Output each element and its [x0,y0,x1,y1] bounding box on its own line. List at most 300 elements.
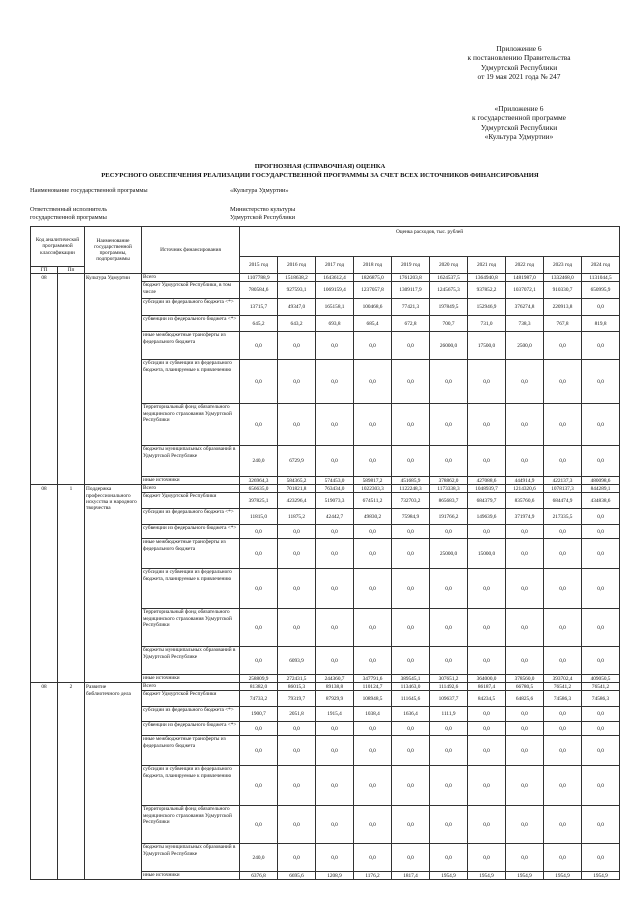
amount-cell: 0,0 [240,722,278,736]
amount-cell: 0,0 [544,569,582,609]
amount-cell: 111492,6 [430,683,468,691]
funding-source: субсидии из федерального бюджета <*> [142,509,240,525]
amount-cell: 0,0 [582,707,620,722]
amount-cell: 74586,3 [544,691,582,707]
amount-cell: 0,0 [240,569,278,609]
amount-cell: 0,0 [316,736,354,766]
attachment-line: Приложение 6 [496,44,542,53]
amount-cell: 0,0 [316,766,354,806]
amount-cell: 0,0 [316,360,354,404]
amount-cell: 0,0 [582,404,620,446]
amount-cell: 49830,2 [354,509,392,525]
amount-cell: 378560,0 [506,675,544,683]
amount-cell: 0,0 [582,360,620,404]
amount-cell: 0,0 [392,360,430,404]
amount-cell: 672,8 [392,316,430,332]
amount-cell: 0,0 [506,806,544,844]
amount-cell: 0,0 [354,806,392,844]
amount-cell: 0,0 [506,569,544,609]
section-pp: 1 [58,485,85,683]
amount-cell: 0,0 [392,766,430,806]
executor-value-line: Министерство культуры [230,206,296,213]
name-header: Наименование государственной программы, подпрограммы [85,227,142,274]
amount-cell: 0,0 [544,360,582,404]
amount-cell: 0,0 [392,722,430,736]
table-body [31,274,620,880]
amount-cell: 0,0 [354,844,392,872]
amount-cell: 0,0 [354,360,392,404]
amount-cell: 1954,9 [506,872,544,880]
funding-source: субсидии из федерального бюджета <*> [142,299,240,316]
funding-source: Территориальный фонд обязательного медицинского страхования Удмуртской Республики [142,609,240,647]
amount-cell: 217335,5 [544,509,582,525]
amount-cell: 0,0 [582,539,620,569]
amount-cell: 0,0 [544,844,582,872]
amount-cell: 0,0 [392,525,430,539]
amount-cell: 240,0 [240,844,278,872]
amount-cell: 0,0 [582,806,620,844]
amount-cell: 0,0 [354,446,392,477]
amount-cell: 684474,9 [544,493,582,509]
amount-cell: 0,0 [354,722,392,736]
amount-cell: 6695,6 [278,872,316,880]
amount-cell: 844289,1 [582,485,620,493]
amount-cell: 0,0 [506,722,544,736]
section-pp: 2 [58,683,85,880]
amount-cell: 1481987,0 [506,274,544,282]
year-header: 2022 год [506,257,544,274]
amount-cell: 1826875,0 [354,274,392,282]
amount-cell: 0,0 [506,360,544,404]
amount-cell: 197849,5 [430,299,468,316]
amount-cell: 0,0 [544,404,582,446]
amount-cell: 0,0 [468,446,506,477]
amount-cell: 584365,2 [278,477,316,485]
amount-cell: 389545,1 [392,675,430,683]
amount-cell: 434838,6 [582,493,620,509]
amount-cell: 574453,0 [316,477,354,485]
amount-cell: 0,0 [392,446,430,477]
amount-cell: 763434,0 [316,485,354,493]
amount-cell: 2500,0 [506,332,544,360]
amount-cell: 0,0 [240,404,278,446]
amount-cell: 0,0 [392,539,430,569]
amount-cell: 1111,9 [430,707,468,722]
year-header: 2016 год [278,257,316,274]
amount-cell: 684379,7 [468,493,506,509]
amount-cell: 6729,9 [278,446,316,477]
amount-cell: 927593,1 [278,282,316,299]
amount-cell: 0,0 [430,766,468,806]
funding-source: Всего [142,485,240,493]
executor-value [230,206,295,222]
amount-cell: 650995,9 [582,282,620,299]
amount-cell: 17500,0 [468,332,506,360]
amount-cell: 1173338,3 [430,485,468,493]
amount-cell: 0,0 [278,722,316,736]
amount-cell: 731,0 [468,316,506,332]
amount-cell: 767,8 [544,316,582,332]
amount-cell: 0,0 [240,647,278,675]
amount-cell: 113463,0 [392,683,430,691]
amount-cell: 0,0 [278,844,316,872]
amount-cell: 364000,0 [468,675,506,683]
amount-cell: 0,0 [240,609,278,647]
amount-cell: 0,0 [278,736,316,766]
estimate-header: Оценка расходов, тыс. рублей [240,227,620,257]
amount-cell: 701821,8 [278,485,316,493]
amount-cell: 11875,2 [278,509,316,525]
funding-source: бюджет Удмуртской Республики, в том числе [142,282,240,299]
amount-cell: 1131044,5 [582,274,620,282]
program-name-value: «Культура Удмуртии» [230,187,289,194]
amount-cell: 0,0 [468,360,506,404]
amount-cell: 0,0 [468,722,506,736]
funding-source: бюджет Удмуртской Республики [142,493,240,509]
amount-cell: 0,0 [430,844,468,872]
amount-cell: 0,0 [392,332,430,360]
amount-cell: 11815,0 [240,509,278,525]
amount-cell: 422137,3 [544,477,582,485]
attachment-line: Удмуртской Республики [480,62,558,72]
amount-cell: 1037072,1 [506,282,544,299]
funding-source: иные межбюджетные трансферты из федерального бюджета [142,539,240,569]
amount-cell: 149639,6 [468,509,506,525]
amount-cell: 0,0 [582,299,620,316]
amount-cell: 191766,2 [430,509,468,525]
amount-cell: 0,0 [506,525,544,539]
amount-cell: 0,0 [582,525,620,539]
amount-cell: 0,0 [354,609,392,647]
amount-cell: 0,0 [544,332,582,360]
amount-cell: 0,0 [316,806,354,844]
amount-cell: 0,0 [392,736,430,766]
amount-cell: 0,0 [430,806,468,844]
amount-cell: 643,2 [278,316,316,332]
amount-cell: 42442,7 [316,509,354,525]
amount-cell: 0,0 [240,360,278,404]
amount-cell: 376274,8 [506,299,544,316]
amount-cell: 0,0 [354,766,392,806]
amount-cell: 0,0 [392,647,430,675]
amount-cell: 258809,9 [240,675,278,683]
table-row [31,485,620,493]
amount-cell: 397825,1 [240,493,278,509]
amount-cell: 165158,1 [316,299,354,316]
amount-cell: 0,0 [278,609,316,647]
amount-cell: 0,0 [278,332,316,360]
amount-cell: 0,0 [430,722,468,736]
amount-cell: 0,0 [544,446,582,477]
year-header: 2017 год [316,257,354,274]
amount-cell: 100468,6 [354,299,392,316]
amount-cell: 0,0 [430,404,468,446]
amount-cell: 220913,8 [544,299,582,316]
year-header: 2023 год [544,257,582,274]
amount-cell: 685,4 [354,316,392,332]
amount-cell: 0,0 [506,647,544,675]
amount-cell: 0,0 [278,806,316,844]
amount-cell: 75984,9 [392,509,430,525]
funding-source: Всего [142,683,240,691]
funding-source: субсидии и субвенции из федерального бюджета, планируемые к привлечению [142,569,240,609]
source-header: Источник финансирования [142,227,240,274]
amount-cell: 937852,2 [468,282,506,299]
amount-cell: 0,0 [240,332,278,360]
amount-cell: 0,0 [582,609,620,647]
amount-cell: 66780,5 [506,683,544,691]
section-name: Культура Удмуртии [85,274,142,485]
amount-cell: 0,0 [316,539,354,569]
amount-cell: 589817,2 [354,477,392,485]
amount-cell: 0,0 [240,539,278,569]
amount-cell: 1761203,8 [392,274,430,282]
amount-cell: 49347,0 [278,299,316,316]
gp-header: ГП [31,267,58,274]
amount-cell: 0,0 [354,332,392,360]
amount-cell: 0,0 [316,722,354,736]
amount-cell: 26000,0 [430,332,468,360]
amount-cell: 0,0 [392,609,430,647]
program-attachment-line: «Приложение 6 [494,104,544,113]
amount-cell: 0,0 [582,766,620,806]
amount-cell: 0,0 [430,609,468,647]
amount-cell: 108948,5 [354,691,392,707]
amount-cell: 0,0 [430,525,468,539]
funding-source: иные источники [142,675,240,683]
year-header: 2020 год [430,257,468,274]
amount-cell: 732703,2 [392,493,430,509]
amount-cell: 79319,7 [278,691,316,707]
amount-cell: 87929,9 [316,691,354,707]
amount-cell: 0,0 [240,766,278,806]
amount-cell: 84234,5 [468,691,506,707]
amount-cell: 0,0 [316,844,354,872]
amount-cell: 0,0 [544,539,582,569]
amount-cell: 0,0 [468,647,506,675]
funding-source: субсидии из федерального бюджета <*> [142,707,240,722]
amount-cell: 0,0 [506,736,544,766]
amount-cell: 451685,9 [392,477,430,485]
amount-cell: 0,0 [316,525,354,539]
amount-cell: 700,7 [430,316,468,332]
amount-cell: 480098,6 [582,477,620,485]
amount-cell: 326964,3 [240,477,278,485]
amount-cell: 1518638,2 [278,274,316,282]
amount-cell: 86015,3 [278,683,316,691]
amount-cell: 0,0 [468,766,506,806]
amount-cell: 1038,4 [354,707,392,722]
funding-source: иные межбюджетные трансферты из федерального бюджета [142,332,240,360]
program-attachment-line: к государственной программе [472,113,566,123]
amount-cell: 0,0 [544,707,582,722]
funding-source: Всего [142,274,240,282]
amount-cell: 0,0 [278,539,316,569]
funding-source: Территориальный фонд обязательного медицинского страхования Удмуртской Республики [142,806,240,844]
amount-cell: 0,0 [468,569,506,609]
executor-label-line: государственной программы [30,214,107,221]
section-gp: 08 [31,274,58,485]
title-line-1: ПРОГНОЗНАЯ (СПРАВОЧНАЯ) ОЦЕНКА [254,163,386,170]
amount-cell: 780584,6 [240,282,278,299]
amount-cell: 0,0 [392,569,430,609]
amount-cell: 0,0 [278,404,316,446]
amount-cell: 0,0 [316,446,354,477]
year-header: 2019 год [392,257,430,274]
funding-source: Территориальный фонд обязательного медицинского страхования Удмуртской Республики [142,404,240,446]
table-row [31,274,620,282]
amount-cell: 0,0 [392,806,430,844]
amount-cell: 347791,6 [354,675,392,683]
amount-cell: 1208,9 [316,872,354,880]
attachment-header [444,44,594,82]
funding-source: иные источники [142,872,240,880]
amount-cell: 89138,8 [316,683,354,691]
amount-cell: 738,3 [506,316,544,332]
funding-table [30,226,620,880]
amount-cell: 0,0 [240,525,278,539]
amount-cell: 0,0 [582,844,620,872]
amount-cell: 0,0 [468,736,506,766]
amount-cell: 393702,4 [544,675,582,683]
table-row [31,683,620,691]
amount-cell: 0,0 [392,844,430,872]
amount-cell: 0,0 [354,647,392,675]
attachment-line: от 19 мая 2021 года № 247 [477,72,561,82]
amount-cell: 76541,2 [544,683,582,691]
amount-cell: 0,0 [506,844,544,872]
amount-cell: 1309117,9 [392,282,430,299]
amount-cell: 15000,0 [468,539,506,569]
amount-cell: 0,0 [582,569,620,609]
funding-source: субвенции из федерального бюджета <*> [142,525,240,539]
amount-cell: 0,0 [582,332,620,360]
amount-cell: 819,8 [582,316,620,332]
amount-cell: 74733,2 [240,691,278,707]
amount-cell: 371974,9 [506,509,544,525]
funding-source: бюджеты муниципальных образований в Удмуртской Республике [142,446,240,477]
amount-cell: 0,0 [544,525,582,539]
amount-cell: 0,0 [240,806,278,844]
amount-cell: 1078137,3 [544,485,582,493]
amount-cell: 0,0 [506,609,544,647]
pp-header: Пп [58,267,85,274]
amount-cell: 0,0 [354,525,392,539]
executor-label-line: Ответственный исполнитель [30,206,108,213]
section-gp: 08 [31,683,58,880]
amount-cell: 910330,7 [544,282,582,299]
amount-cell: 1364940,8 [468,274,506,282]
amount-cell: 378862,0 [430,477,468,485]
program-attachment-line: «Культура Удмуртии» [484,132,554,142]
year-header: 2018 год [354,257,392,274]
amount-cell: 0,0 [316,609,354,647]
amount-cell: 6093,9 [278,647,316,675]
amount-cell: 0,0 [544,766,582,806]
amount-cell: 645,2 [240,316,278,332]
funding-source: иные источники [142,477,240,485]
amount-cell: 76541,2 [582,683,620,691]
amount-cell: 0,0 [468,525,506,539]
funding-source: бюджеты муниципальных образований в Удмуртской Республике [142,647,240,675]
amount-cell: 77421,3 [392,299,430,316]
attachment-line: к постановлению Правительства [467,53,571,63]
amount-cell: 1069159,4 [316,282,354,299]
amount-cell: 1022303,3 [354,485,392,493]
amount-cell: 0,0 [544,736,582,766]
amount-cell: 865683,7 [430,493,468,509]
amount-cell: 1214320,6 [506,485,544,493]
amount-cell: 1636,4 [392,707,430,722]
document-title [0,163,640,180]
amount-cell: 0,0 [582,736,620,766]
year-header: 2021 год [468,257,506,274]
section-name: Развитие библиотечного дела [85,683,142,880]
amount-cell: 1915,4 [316,707,354,722]
amount-cell: 1245675,3 [430,282,468,299]
program-attachment-header [444,104,594,142]
amount-cell: 1107788,9 [240,274,278,282]
amount-cell: 86187,4 [468,683,506,691]
amount-cell: 0,0 [354,539,392,569]
amount-cell: 272431,5 [278,675,316,683]
section-pp [58,274,85,485]
amount-cell: 0,0 [468,844,506,872]
funding-source: субсидии и субвенции из федерального бюджета, планируемые к привлечению [142,360,240,404]
amount-cell: 0,0 [506,446,544,477]
amount-cell: 0,0 [316,647,354,675]
amount-cell: 423296,4 [278,493,316,509]
amount-cell: 409050,5 [582,675,620,683]
code-header: Код аналитической программной классификации [31,227,85,267]
amount-cell: 656635,0 [240,485,278,493]
amount-cell: 0,0 [430,569,468,609]
amount-cell: 25000,0 [430,539,468,569]
amount-cell: 240,0 [240,446,278,477]
amount-cell: 427088,6 [468,477,506,485]
section-gp: 08 [31,485,58,683]
amount-cell: 0,0 [354,569,392,609]
funding-source: субсидии и субвенции из федерального бюджета, планируемые к привлечению [142,766,240,806]
amount-cell: 0,0 [468,404,506,446]
amount-cell: 1954,9 [430,872,468,880]
title-line-2: РЕСУРСНОГО ОБЕСПЕЧЕНИЯ РЕАЛИЗАЦИИ ГОСУДАРСТВЕННОЙ ПРОГРАММЫ ЗА СЧЕТ ВСЕХ ИСТОЧНИКОВ ФИНАНСИРОВАНИЯ [101,171,539,179]
amount-cell: 674511,2 [354,493,392,509]
amount-cell: 1048939,7 [468,485,506,493]
amount-cell: 519073,3 [316,493,354,509]
amount-cell: 0,0 [468,609,506,647]
amount-cell: 1900,7 [240,707,278,722]
amount-cell: 1954,9 [468,872,506,880]
amount-cell: 111645,6 [392,691,430,707]
amount-cell: 6376,8 [240,872,278,880]
funding-source: субвенции из федерального бюджета <*> [142,722,240,736]
amount-cell: 0,0 [582,509,620,525]
amount-cell: 0,0 [278,360,316,404]
amount-cell: 0,0 [316,569,354,609]
amount-cell: 1237057,8 [354,282,392,299]
amount-cell: 0,0 [544,722,582,736]
amount-cell: 0,0 [582,647,620,675]
amount-cell: 1954,9 [582,872,620,880]
funding-source: бюджет Удмуртской Республики [142,691,240,707]
amount-cell: 152946,9 [468,299,506,316]
amount-cell: 693,8 [316,316,354,332]
amount-cell: 13715,7 [240,299,278,316]
amount-cell: 0,0 [316,332,354,360]
amount-cell: 307651,2 [430,675,468,683]
amount-cell: 0,0 [240,736,278,766]
